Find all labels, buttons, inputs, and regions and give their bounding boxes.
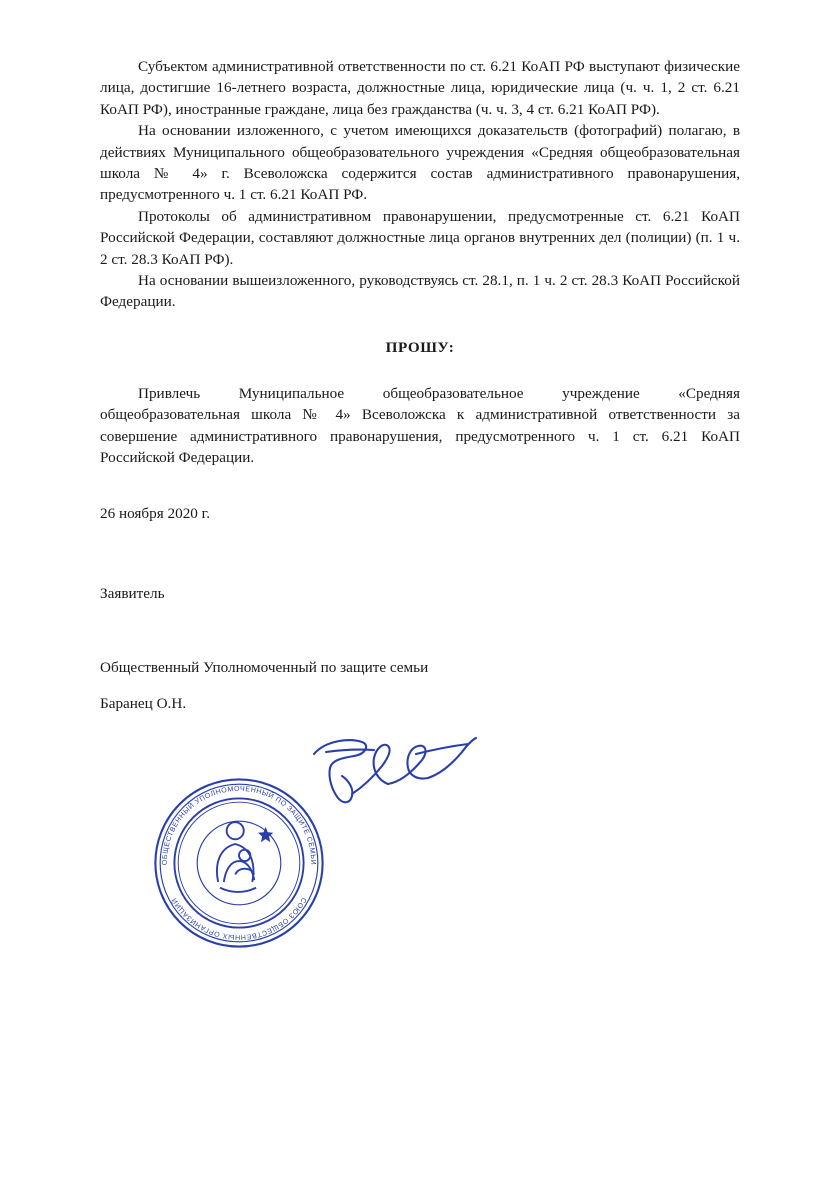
- applicant-label: Заявитель: [100, 585, 165, 603]
- svg-text:СОЮЗ ОБЩЕСТВЕННЫХ ОРГАНИЗАЦИЙ: СОЮЗ ОБЩЕСТВЕННЫХ ОРГАНИЗАЦИЙ: [170, 896, 308, 941]
- signature-area: [100, 730, 740, 990]
- document-date: 26 ноября 2020 г.: [100, 504, 210, 522]
- svg-text:ОБЩЕСТВЕННЫЙ УПОЛНОМОЧЕННЫЙ ПО: ОБЩЕСТВЕННЫЙ УПОЛНОМОЧЕННЫЙ ПО ЗАЩИТЕ СЕМЬИ: [161, 785, 317, 866]
- spacer-before-signer: [100, 620, 740, 642]
- paragraph-3: Протоколы об административном правонарушении, предусмотренные ст. 6.21 КоАП Российской Федерации, составляют должностные лица органов внутренних дел (полиции) (п. 1 ч. 2 ст. 28.3 КоАП РФ).: [100, 207, 740, 268]
- spacer-before-applicant: [100, 524, 740, 568]
- request-body: Привлечь Муниципальное общеобразовательное учреждение «Средняя общеобразовательная школа № 4» Всеволожска к административной ответственности за совершение административного правонарушения, предусмотренного ч. 1 ст. 6.21 КоАП Российской Федерации.: [100, 384, 740, 467]
- paragraph-4: На основании вышеизложенного, руководствуясь ст. 28.1, п. 1 ч. 2 ст. 28.3 КоАП Российской Федерации.: [100, 272, 740, 311]
- signer-name: Баранец О.Н.: [100, 695, 187, 713]
- official-stamp-icon: [144, 768, 334, 958]
- request-heading: ПРОШУ:: [385, 338, 455, 356]
- paragraph-1: Субъектом административной ответственности по ст. 6.21 КоАП РФ выступают физические лица, достигшие 16-летнего возраста, должностные лица, юридические лица (ч. ч. 1, 2 ст. 6.21 КоАП РФ), иностранные граждане, лица без гражданства (ч. ч. 3, 4 ст. 6.21 КоАП РФ).: [100, 58, 740, 118]
- document-body: [100, 56, 740, 990]
- spacer-before-date: [100, 469, 740, 503]
- signer-title: Общественный Уполномоченный по защите семьи: [100, 658, 429, 676]
- paragraph-2: На основании изложенного, с учетом имеющихся доказательств (фотографий) полагаю, в действиях Муниципального общеобразовательного учреждения «Средняя общеобразовательная школа № 4» г. Всеволожска содержится состав административного правонарушения, предусмотренного ч. 1 ст. 6.21 КоАП РФ.: [100, 122, 740, 204]
- spacer-after-heading: [100, 357, 740, 383]
